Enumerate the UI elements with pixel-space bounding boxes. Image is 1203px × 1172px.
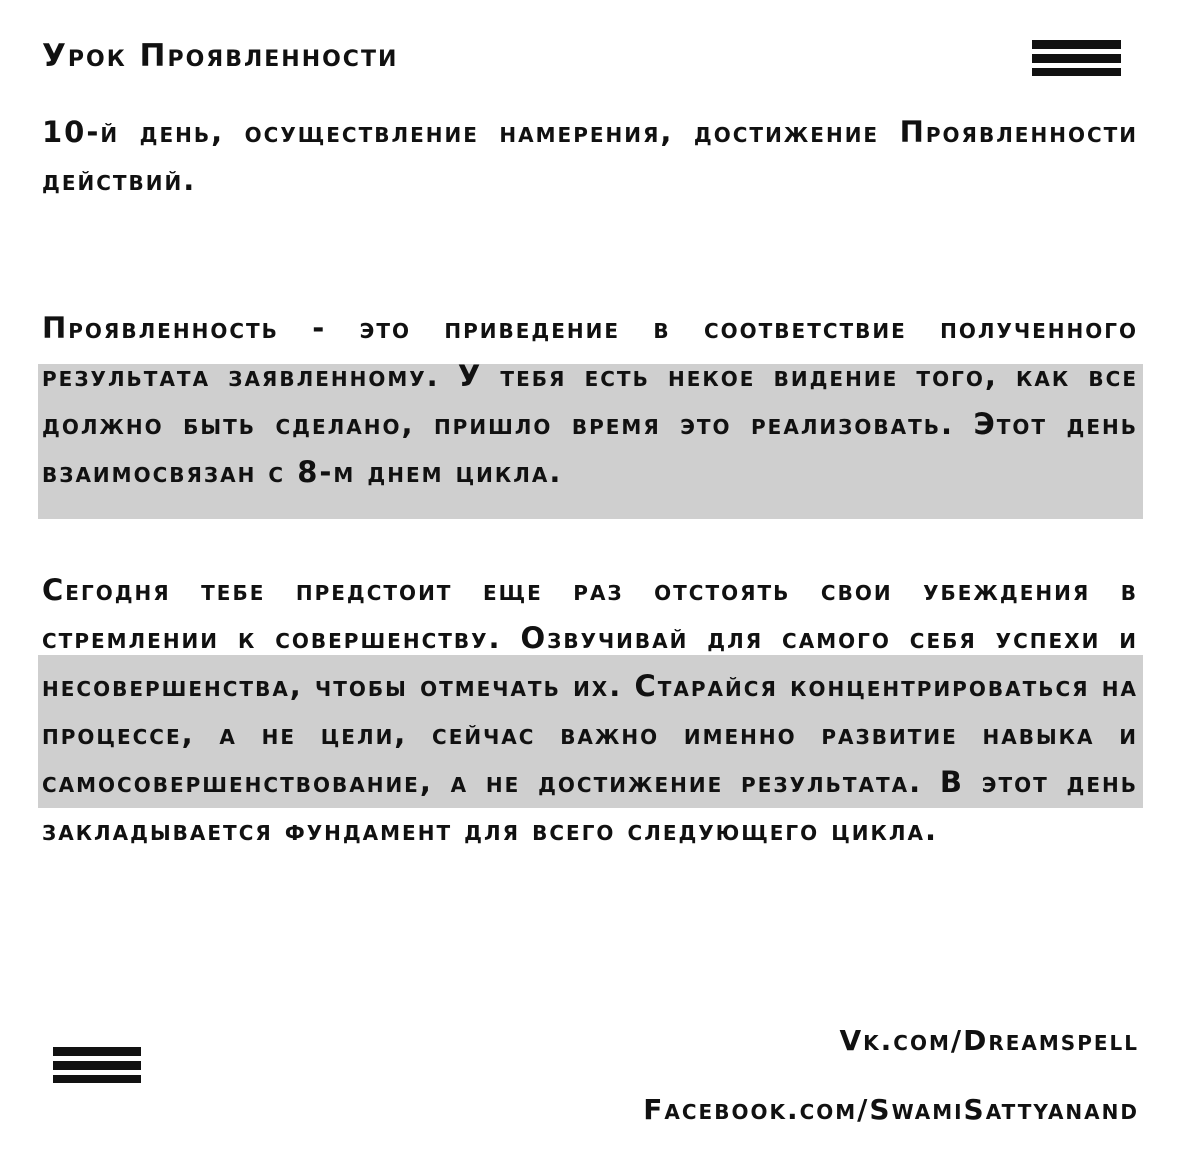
triple-bar-icon [1032, 40, 1121, 76]
lesson-subtitle: 10-й день, осуществление намерения, достижение Проявленности действий. [42, 115, 1138, 197]
triple-bar-icon [53, 1047, 141, 1083]
vk-link[interactable]: Vk.com/Dreamspell [839, 1024, 1139, 1057]
paragraph-guidance: Сегодня тебе предстоит еще раз отстоять свои убеждения в стремлении к совершенству. Озвучивай для самого себя успехи и несовершенства, чтобы отмечать их. Старайся концентрироваться на процессе, а не цели, сейчас важно именно развитие навыка и самосовершенствование, а не достижение результата. В этот день закладывается фундамент для всего следующего цикла. [42, 573, 1138, 847]
paragraph-definition: Проявленность - это приведение в соответствие полученного результата заявленному. У тебя есть некое видение того, как все должно быть сделано, пришло время это реализовать. Этот день взаимосвязан с 8-м днем цикла. [42, 311, 1138, 489]
page-title: Урок Проявленности [42, 38, 399, 74]
facebook-link[interactable]: Facebook.com/SwamiSattyanand [643, 1093, 1139, 1126]
